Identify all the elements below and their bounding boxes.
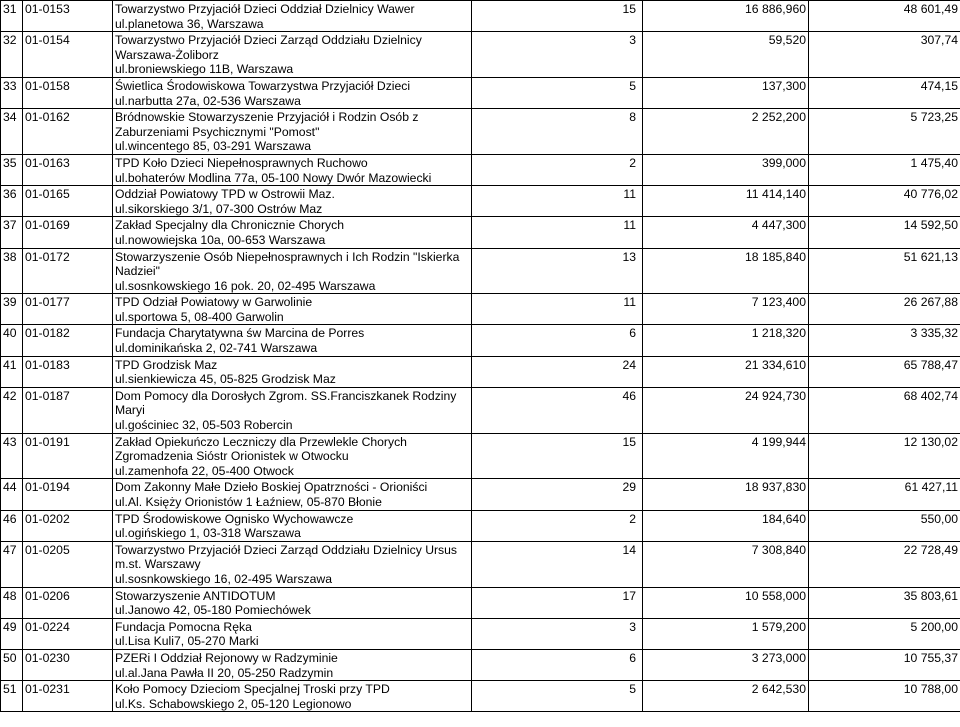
organization-address: ul.Al. Księży Orionistów 1 Łaźniew, 05-870 Błonie (115, 495, 382, 509)
organization-cell (113, 325, 472, 356)
row-number: 43 (1, 433, 23, 479)
record-code: 01-0177 (23, 294, 113, 325)
organization-name: Towarzystwo Przyjaciół Dzieci Zarząd Oddziału Dzielnicy Warszawa-Żoliborz (115, 33, 422, 62)
count-cell: 11 (472, 217, 643, 248)
organization-name: Towarzystwo Przyjaciół Dzieci Oddział Dzielnicy Wawer (115, 2, 415, 16)
row-number: 36 (1, 186, 23, 217)
count-cell: 5 (472, 681, 643, 712)
organization-address: ul.broniewskiego 11B, Warszawa (115, 62, 294, 77)
row-number: 44 (1, 479, 23, 510)
count-cell: 46 (472, 387, 643, 433)
total-cell: 35 803,61 (809, 587, 960, 618)
count-cell: 15 (472, 433, 643, 479)
total-cell: 550,00 (809, 510, 960, 541)
organization-cell (113, 618, 472, 649)
count-cell: 2 (472, 154, 643, 185)
amount-cell: 7 308,840 (643, 541, 809, 587)
organization-cell (113, 356, 472, 387)
amount-cell: 3 273,000 (643, 649, 809, 680)
amount-cell: 18 937,830 (643, 479, 809, 510)
total-cell: 474,15 (809, 77, 960, 108)
organization-name: Dom Pomocy dla Dorosłych Zgrom. SS.Franciszkanek Rodziny Maryi (115, 388, 457, 418)
table-row (1, 510, 960, 541)
table-row (1, 541, 960, 587)
row-number: 31 (1, 1, 23, 32)
organization-cell (113, 649, 472, 680)
organization-name: PZERi I Oddział Rejonowy w Radzyminie (115, 650, 338, 665)
record-code: 01-0206 (23, 587, 113, 618)
organization-address: ul.dominikańska 2, 02-741 Warszawa (115, 341, 318, 356)
count-cell: 17 (472, 587, 643, 618)
row-number: 35 (1, 154, 23, 185)
record-code: 01-0202 (23, 510, 113, 541)
organization-address: ul.nowowiejska 10a, 00-653 Warszawa (115, 232, 326, 247)
table-row (1, 77, 960, 108)
record-code: 01-0205 (23, 541, 113, 587)
organization-cell (113, 154, 472, 185)
organization-cell (113, 294, 472, 325)
record-code: 01-0165 (23, 186, 113, 217)
amount-cell: 11 414,140 (643, 186, 809, 217)
table-row (1, 294, 960, 325)
count-cell: 8 (472, 109, 643, 155)
table-row (1, 681, 960, 712)
amount-cell: 16 886,960 (643, 1, 809, 32)
total-cell: 1 475,40 (809, 154, 960, 185)
organization-name: Bródnowskie Stowarzyszenie Przyjaciół i Rodzin Osób z Zaburzeniami Psychicznymi "Pomost" (115, 110, 419, 139)
amount-cell: 4 199,944 (643, 433, 809, 479)
organization-cell (113, 248, 472, 294)
count-cell: 6 (472, 649, 643, 680)
total-cell: 65 788,47 (809, 356, 960, 387)
records-table-body (1, 1, 960, 712)
organization-address: ul.al.Jana Pawła II 20, 05-250 Radzymin (115, 665, 334, 680)
organization-name: Stowarzyszenie ANTIDOTUM (115, 588, 276, 603)
organization-name: Zakład Specjalny dla Chronicznie Chorych (115, 218, 344, 233)
record-code: 01-0182 (23, 325, 113, 356)
row-number: 50 (1, 649, 23, 680)
organization-address: ul.sosnkowskiego 16 pok. 20, 02-495 Warszawa (115, 278, 376, 293)
count-cell: 5 (472, 77, 643, 108)
row-number: 38 (1, 248, 23, 294)
total-cell: 5 723,25 (809, 109, 960, 155)
organization-cell (113, 32, 472, 78)
record-code: 01-0153 (23, 1, 113, 32)
table-row (1, 587, 960, 618)
organization-cell (113, 433, 472, 479)
organization-cell (113, 681, 472, 712)
table-row (1, 356, 960, 387)
organization-address: ul.Ks. Schabowskiego 2, 05-120 Legionowo (115, 696, 352, 711)
total-cell: 48 601,49 (809, 1, 960, 32)
total-cell: 307,74 (809, 32, 960, 78)
table-row (1, 109, 960, 155)
row-number: 47 (1, 541, 23, 587)
count-cell: 2 (472, 510, 643, 541)
record-code: 01-0183 (23, 356, 113, 387)
total-cell: 22 728,49 (809, 541, 960, 587)
count-cell: 15 (472, 1, 643, 32)
organization-address: ul.sikorskiego 3/1, 07-300 Ostrów Maz (115, 201, 323, 216)
row-number: 33 (1, 77, 23, 108)
count-cell: 11 (472, 294, 643, 325)
organization-address: ul.wincentego 85, 03-291 Warszawa (115, 139, 312, 154)
organization-cell (113, 77, 472, 108)
total-cell: 3 335,32 (809, 325, 960, 356)
count-cell: 3 (472, 32, 643, 78)
organization-cell (113, 510, 472, 541)
record-code: 01-0224 (23, 618, 113, 649)
amount-cell: 24 924,730 (643, 387, 809, 433)
row-number: 48 (1, 587, 23, 618)
organization-name: TPD Koło Dzieci Niepełnosprawnych Ruchowo (115, 155, 368, 170)
total-cell: 68 402,74 (809, 387, 960, 433)
amount-cell: 59,520 (643, 32, 809, 78)
table-row (1, 1, 960, 32)
table-row (1, 649, 960, 680)
table-row (1, 387, 960, 433)
organization-address: ul.sienkiewicza 45, 05-825 Grodzisk Maz (115, 372, 336, 387)
count-cell: 6 (472, 325, 643, 356)
organization-name: Stowarzyszenie Osób Niepełnosprawnych i Ich Rodzin "Iskierka Nadziei" (115, 249, 460, 279)
organization-cell (113, 186, 472, 217)
organization-address: ul.ogińskiego 1, 03-318 Warszawa (115, 526, 301, 541)
organization-address: ul.sosnkowskiego 16, 02-495 Warszawa (115, 571, 333, 586)
count-cell: 24 (472, 356, 643, 387)
table-row (1, 154, 960, 185)
organization-address: ul.sportowa 5, 08-400 Garwolin (115, 309, 284, 324)
row-number: 46 (1, 510, 23, 541)
count-cell: 29 (472, 479, 643, 510)
record-code: 01-0194 (23, 479, 113, 510)
table-row (1, 217, 960, 248)
organization-address: ul.Lisa Kuli7, 05-270 Marki (115, 634, 259, 649)
organization-name: TPD Grodzisk Maz (115, 357, 218, 372)
record-code: 01-0163 (23, 154, 113, 185)
total-cell: 51 621,13 (809, 248, 960, 294)
count-cell: 14 (472, 541, 643, 587)
amount-cell: 2 252,200 (643, 109, 809, 155)
row-number: 42 (1, 387, 23, 433)
total-cell: 61 427,11 (809, 479, 960, 510)
table-row (1, 618, 960, 649)
total-cell: 26 267,88 (809, 294, 960, 325)
organization-name: Towarzystwo Przyjaciół Dzieci Zarząd Oddziału Dzielnicy Ursus m.st. Warszawy (115, 542, 458, 572)
organization-address: ul.narbutta 27a, 02-536 Warszawa (115, 93, 301, 108)
amount-cell: 399,000 (643, 154, 809, 185)
organization-cell (113, 479, 472, 510)
organization-address: ul.bohaterów Modlina 77a, 05-100 Nowy Dwór Mazowiecki (115, 170, 432, 185)
count-cell: 11 (472, 186, 643, 217)
total-cell: 10 788,00 (809, 681, 960, 712)
table-row (1, 433, 960, 479)
organization-address: ul.gościniec 32, 05-503 Robercin (115, 418, 293, 433)
organization-name: Oddział Powiatowy TPD w Ostrowii Maz. (115, 187, 335, 202)
organization-name: Fundacja Charytatywna św Marcina de Porres (115, 326, 365, 341)
organization-cell (113, 217, 472, 248)
row-number: 41 (1, 356, 23, 387)
organization-cell (113, 387, 472, 433)
organization-address: ul.zamenhofa 22, 05-400 Otwock (115, 463, 294, 478)
record-code: 01-0158 (23, 77, 113, 108)
amount-cell: 2 642,530 (643, 681, 809, 712)
total-cell: 40 776,02 (809, 186, 960, 217)
count-cell: 13 (472, 248, 643, 294)
total-cell: 14 592,50 (809, 217, 960, 248)
organization-cell (113, 109, 472, 155)
row-number: 32 (1, 32, 23, 78)
record-code: 01-0154 (23, 32, 113, 78)
table-row (1, 186, 960, 217)
amount-cell: 18 185,840 (643, 248, 809, 294)
amount-cell: 10 558,000 (643, 587, 809, 618)
record-code: 01-0231 (23, 681, 113, 712)
amount-cell: 137,300 (643, 77, 809, 108)
total-cell: 10 755,37 (809, 649, 960, 680)
count-cell: 3 (472, 618, 643, 649)
organization-name: TPD Odział Powiatowy w Garwolinie (115, 295, 313, 310)
record-code: 01-0230 (23, 649, 113, 680)
total-cell: 12 130,02 (809, 433, 960, 479)
organization-address: ul.planetowa 36, Warszawa (115, 16, 264, 31)
row-number: 49 (1, 618, 23, 649)
amount-cell: 4 447,300 (643, 217, 809, 248)
total-cell: 5 200,00 (809, 618, 960, 649)
amount-cell: 21 334,610 (643, 356, 809, 387)
row-number: 39 (1, 294, 23, 325)
record-code: 01-0172 (23, 248, 113, 294)
amount-cell: 7 123,400 (643, 294, 809, 325)
organization-cell (113, 587, 472, 618)
amount-cell: 1 218,320 (643, 325, 809, 356)
amount-cell: 1 579,200 (643, 618, 809, 649)
row-number: 40 (1, 325, 23, 356)
organization-address: ul.Janowo 42, 05-180 Pomiechówek (115, 603, 311, 618)
record-code: 01-0162 (23, 109, 113, 155)
organization-name: Koło Pomocy Dzieciom Specjalnej Troski przy TPD (115, 682, 390, 697)
organization-name: Fundacja Pomocna Ręka (115, 619, 252, 634)
record-code: 01-0169 (23, 217, 113, 248)
organization-name: Zakład Opiekuńczo Leczniczy dla Przewlekle Chorych Zgromadzenia Sióstr Orionistek w Otwocku (115, 434, 407, 464)
table-row (1, 479, 960, 510)
row-number: 34 (1, 109, 23, 155)
table-row (1, 32, 960, 78)
record-code: 01-0187 (23, 387, 113, 433)
organization-name: Dom Zakonny Małe Dzieło Boskiej Opatrzności - Orioniści (115, 480, 428, 495)
table-row (1, 248, 960, 294)
organization-cell (113, 541, 472, 587)
row-number: 51 (1, 681, 23, 712)
organization-name: Świetlica Środowiskowa Towarzystwa Przyjaciół Dzieci (115, 78, 411, 93)
organization-name: TPD Środowiskowe Ognisko Wychowawcze (115, 511, 354, 526)
amount-cell: 184,640 (643, 510, 809, 541)
record-code: 01-0191 (23, 433, 113, 479)
organization-cell (113, 1, 472, 32)
table-row (1, 325, 960, 356)
row-number: 37 (1, 217, 23, 248)
